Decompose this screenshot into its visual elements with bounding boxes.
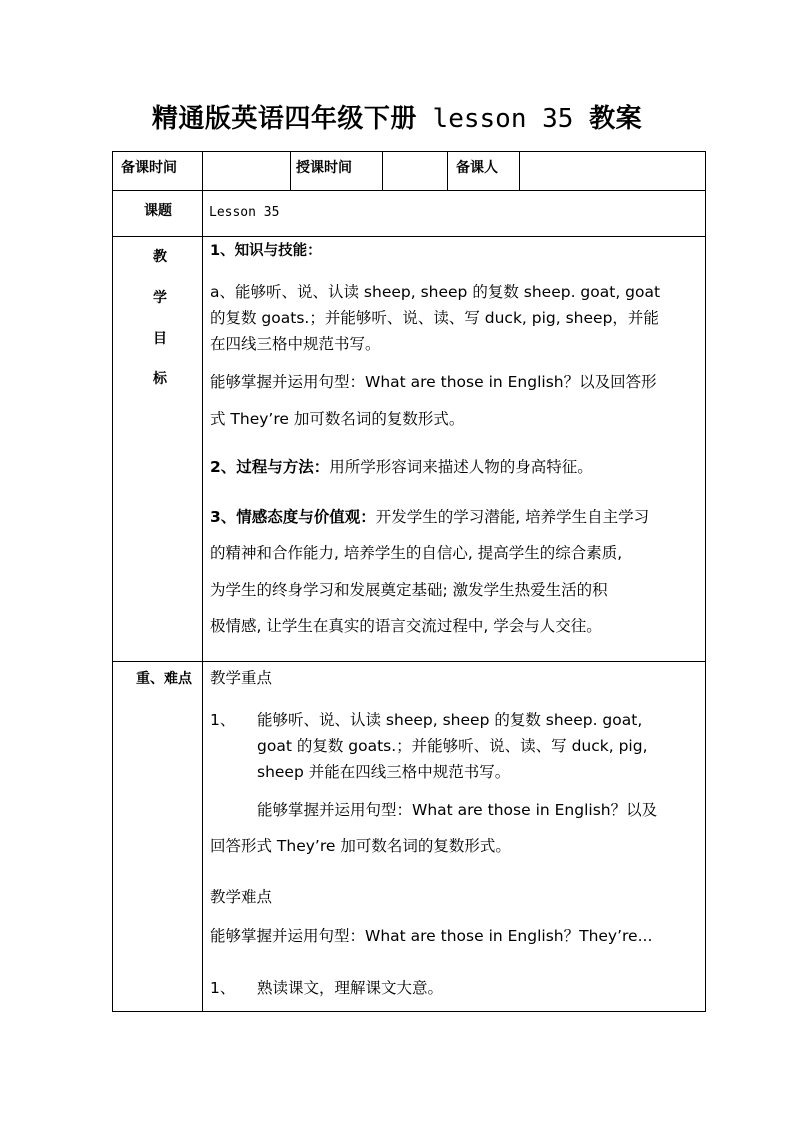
focus-line: sheep 并能在四线三格中规范书写。 — [257, 763, 511, 781]
focus-line: 能够听、说、认读 sheep, sheep 的复数 sheep. goat, — [257, 711, 643, 729]
goal3-line: 极情感, 让学生在真实的语言交流过程中, 学会与人交往。 — [210, 617, 602, 635]
goal1-title: 1、知识与技能： — [210, 243, 322, 259]
goal3-text: 开发学生的学习潜能, 培养学生自主学习 — [375, 508, 650, 526]
item1-text: 熟读课文，理解课文大意。 — [257, 979, 444, 997]
title-cn: 精通版英语四年级下册 — [151, 104, 417, 134]
teach-time-label: 授课时间 — [296, 160, 352, 176]
page-title — [0, 98, 794, 135]
topic-value: Lesson 35 — [209, 205, 280, 220]
keypoints-label: 重、难点 — [136, 671, 192, 687]
column-divider — [447, 151, 448, 191]
goal1-extra: 式 They’re 加可数名词的复数形式。 — [210, 410, 465, 428]
goal1-extra: 能够掌握并运用句型：What are those in English？以及回答形 — [210, 373, 657, 391]
focus-extra: 回答形式 They’re 加可数名词的复数形式。 — [210, 837, 511, 855]
difficulty-text: 能够掌握并运用句型：What are those in English？They’re... — [210, 927, 653, 945]
column-divider — [202, 151, 203, 1012]
column-divider — [382, 151, 383, 191]
focus-line: goat 的复数 goats.；并能够听、说、读、写 duck, pig, — [257, 737, 648, 755]
column-divider — [290, 151, 291, 191]
goal2-text: 用所学形容词来描述人物的身高特征。 — [329, 458, 593, 476]
goals-label-char: 标 — [153, 371, 167, 387]
focus-number: 1、 — [210, 711, 236, 729]
goals-label-char: 教 — [153, 249, 167, 265]
goal3-line: 为学生的终身学习和发展奠定基础; 激发学生热爱生活的积 — [210, 581, 608, 599]
focus-title: 教学重点 — [210, 669, 273, 687]
goal2-line — [210, 454, 593, 480]
goals-label-char: 学 — [153, 290, 167, 306]
goal1-line: 在四线三格中规范书写。 — [210, 335, 381, 353]
goal2-title: 2、过程与方法： — [210, 458, 330, 476]
goal1-line: a、能够听、说、认读 sheep, sheep 的复数 sheep. goat, goat — [210, 283, 661, 301]
topic-label: 课题 — [144, 203, 172, 219]
title-suffix: 教案 — [589, 104, 643, 134]
focus-extra: 能够掌握并运用句型：What are those in English？以及 — [257, 801, 658, 819]
title-en: lesson 35 — [416, 104, 590, 134]
preparer-label: 备课人 — [456, 160, 498, 176]
item1-number: 1、 — [210, 979, 236, 997]
goal3-line: 的精神和合作能力, 培养学生的自信心, 提高学生的综合素质, — [210, 544, 623, 562]
goal3-line — [210, 504, 649, 530]
prep-time-label: 备课时间 — [121, 160, 177, 176]
goal3-title: 3、情感态度与价值观： — [210, 508, 376, 526]
column-divider — [519, 151, 520, 191]
goals-label-char: 目 — [153, 331, 167, 347]
goal1-line: 的复数 goats.；并能够听、说、读、写 duck, pig, sheep，并能 — [210, 309, 659, 327]
difficulty-title: 教学难点 — [210, 888, 273, 906]
